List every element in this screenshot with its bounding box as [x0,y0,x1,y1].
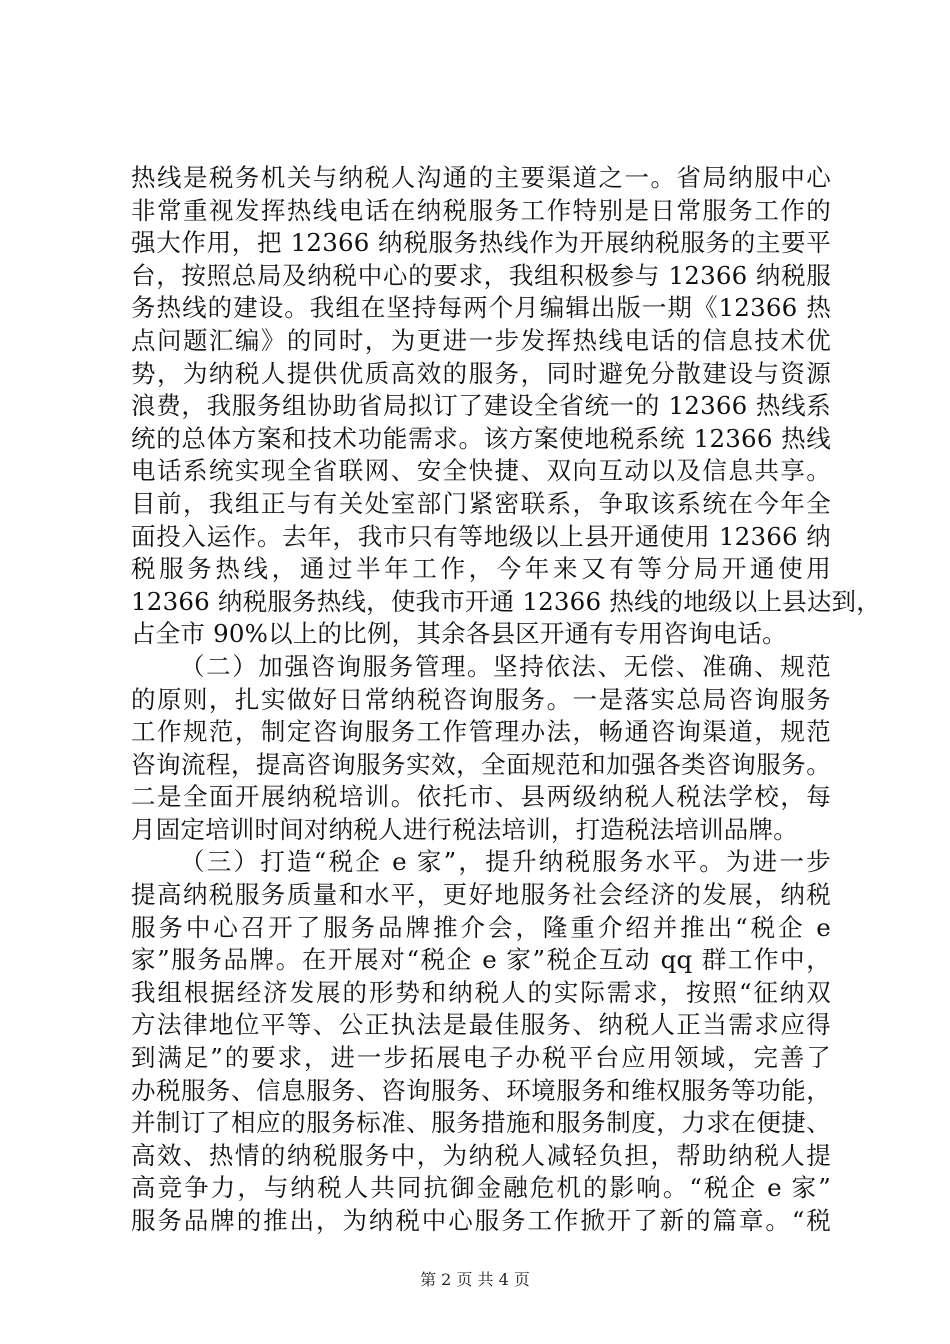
text-line: 占全市 90%以上的比例，其余各县区开通有专用咨询电话。 [131,619,787,649]
text-line: （二）加强咨询服务管理。坚持依法、无偿、准确、规范 [180,651,831,681]
body-text [131,162,881,1238]
text-line: 我组根据经济发展的形势和纳税人的实际需求，按照“征纳双 [131,977,831,1007]
text-line: 面投入运作。去年，我市只有等地级以上县开通使用 12366 纳 [131,521,831,551]
text-line: （三）打造“税企 e 家”，提升纳税服务水平。为进一步 [180,847,831,877]
text-line: 服务品牌的推出，为纳税中心服务工作掀开了新的篇章。“税 [131,1206,831,1235]
text-line: 12366 纳税服务热线，使我市开通 12366 热线的地级以上县达到， [131,586,881,616]
text-line: 提高纳税服务质量和水平，更好地服务社会经济的发展，纳税 [131,880,831,910]
text-line: 到满足”的要求，进一步拓展电子办税平台应用领域，完善了 [131,1043,831,1073]
text-line: 点问题汇编》的同时，为更进一步发挥热线电话的信息技术优 [131,325,831,355]
text-line: 浪费，我服务组协助省局拟订了建设全省统一的 12366 热线系 [131,391,831,421]
text-line: 税服务热线，通过半年工作，今年来又有等分局开通使用 [131,554,831,584]
text-line: 办税服务、信息服务、咨询服务、环境服务和维权服务等功能， [131,1075,831,1105]
text-line: 高效、热情的纳税服务中，为纳税人减轻负担，帮助纳税人提 [131,1140,831,1170]
text-line: 二是全面开展纳税培训。依托市、县两级纳税人税法学校，每 [131,782,831,812]
text-line: 的原则，扎实做好日常纳税咨询服务。一是落实总局咨询服务 [131,684,831,714]
text-line: 高竞争力，与纳税人共同抗御金融危机的影响。“税企 e 家” [131,1173,831,1203]
text-line: 台，按照总局及纳税中心的要求，我组积极参与 12366 纳税服 [131,260,831,290]
text-line: 月固定培训时间对纳税人进行税法培训，打造税法培训品牌。 [131,814,798,844]
text-line: 咨询流程，提高咨询服务实效，全面规范和加强各类咨询服务。 [131,749,831,779]
text-line: 强大作用，把 12366 纳税服务热线作为开展纳税服务的主要平 [131,228,831,258]
page-number-footer: 第 2 页 共 4 页 [420,1270,530,1289]
text-line: 服务中心召开了服务品牌推介会，隆重介绍并推出“税企 e [131,912,831,942]
text-line: 家”服务品牌。在开展对“税企 e 家”税企互动 qq 群工作中， [131,945,831,975]
text-line: 热线是税务机关与纳税人沟通的主要渠道之一。省局纳服中心 [131,163,831,192]
text-line: 目前，我组正与有关处室部门紧密联系，争取该系统在今年全 [131,488,831,518]
text-line: 方法律地位平等、公正执法是最佳服务、纳税人正当需求应得 [131,1010,831,1040]
text-line: 工作规范，制定咨询服务工作管理办法，畅通咨询渠道，规范 [131,717,831,747]
text-line: 并制订了相应的服务标准、服务措施和服务制度，力求在便捷、 [131,1108,831,1138]
text-line: 电话系统实现全省联网、安全快捷、双向互动以及信息共享。 [131,456,831,486]
text-line: 势，为纳税人提供优质高效的服务，同时避免分散建设与资源 [131,358,831,388]
text-line: 非常重视发挥热线电话在纳税服务工作特别是日常服务工作的 [131,195,831,225]
text-line: 务热线的建设。我组在坚持每两个月编辑出版一期《12366 热 [131,293,831,323]
text-line: 统的总体方案和技术功能需求。该方案使地税系统 12366 热线 [131,423,831,453]
